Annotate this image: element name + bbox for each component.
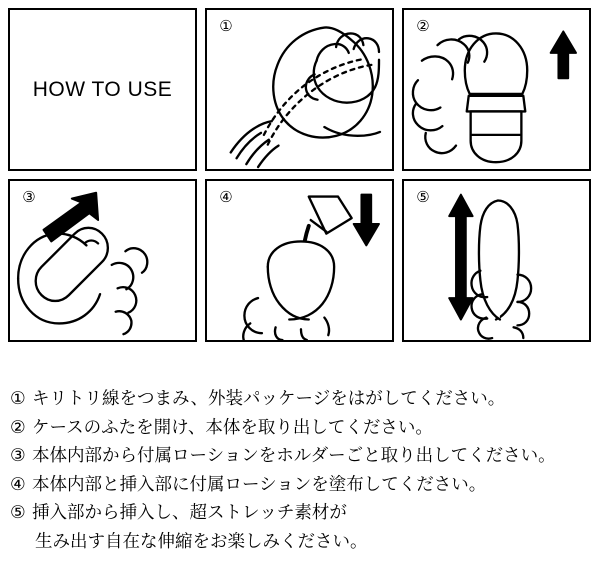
illustration-grid (8, 8, 592, 342)
instruction-number-5: ⑤ (10, 502, 26, 523)
instruction-item-5 (10, 498, 590, 527)
instruction-number-4: ④ (10, 473, 26, 494)
instruction-item-4 (10, 470, 590, 499)
instruction-text-3: 本体内部から付属ローションをホルダーごと取り出してください。 (32, 445, 556, 466)
step-number-3: ③ (22, 189, 36, 206)
step-number-2: ② (416, 18, 430, 35)
instruction-item-2 (10, 413, 590, 442)
instruction-number-1: ① (10, 388, 26, 408)
step-number-4: ④ (219, 189, 233, 206)
panel-step-4 (205, 179, 394, 342)
page-title: HOW TO USE (32, 77, 173, 101)
instruction-text-4: 本体内部と挿入部に付属ローションを塗布してください。 (32, 473, 487, 494)
instruction-text-2: ケースのふたを開け、本体を取り出してください。 (32, 416, 433, 437)
panel-step-3 (8, 179, 197, 342)
instruction-text-1: キリトリ線をつまみ、外装パッケージをはがしてください。 (32, 388, 506, 408)
panel-title (8, 8, 197, 171)
instruction-item-3 (10, 441, 590, 470)
step-number-5: ⑤ (416, 189, 430, 206)
panel-step-1 (205, 8, 394, 171)
instruction-number-2: ② (10, 416, 26, 437)
step-number-1: ① (219, 18, 233, 35)
instruction-item-1 (10, 384, 590, 413)
instruction-text-5-continuation: 生み出す自在な伸縮をお楽しみください。 (35, 530, 368, 551)
instruction-list (10, 384, 590, 555)
instruction-text-5: 挿入部から挿入し、超ストレッチ素材が (32, 502, 347, 523)
panel-step-5 (402, 179, 591, 342)
instruction-number-3: ③ (10, 445, 26, 466)
panel-step-2 (402, 8, 591, 171)
